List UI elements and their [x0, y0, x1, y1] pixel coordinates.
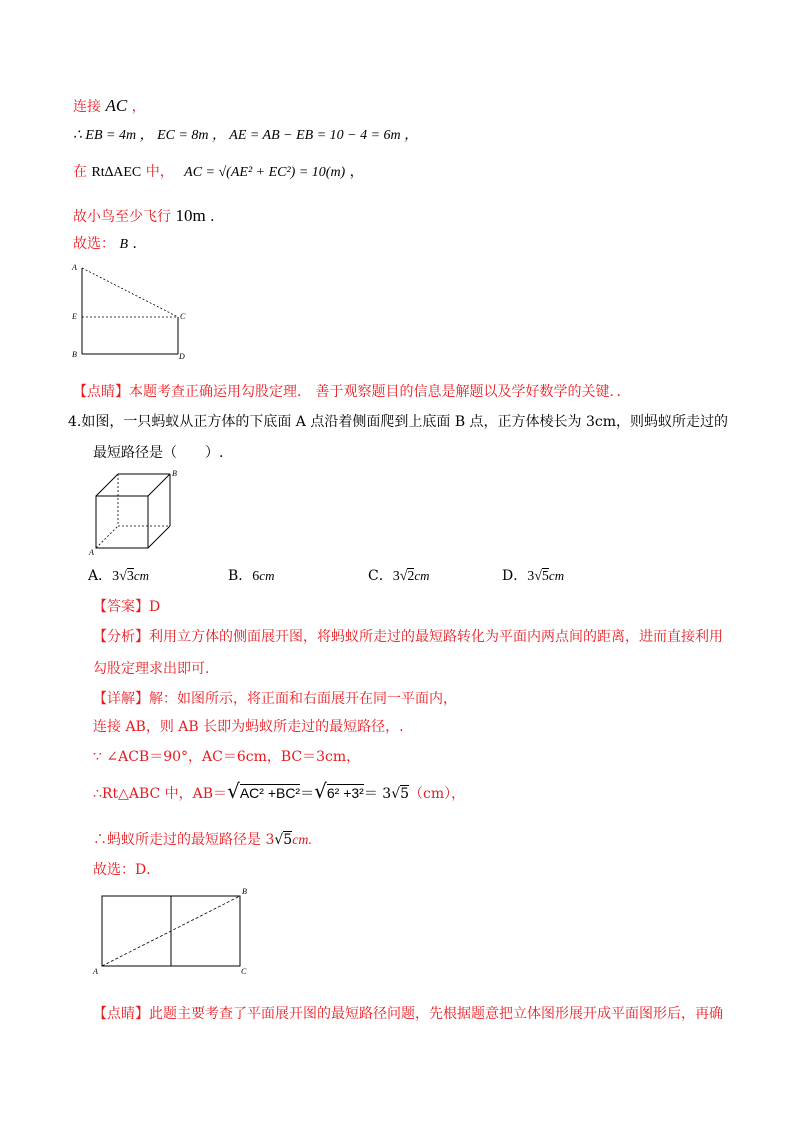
option-letter: A． — [88, 568, 113, 584]
figure-bird-diagram — [68, 262, 198, 362]
label-d: D — [179, 352, 185, 361]
question-4-line-1: 4.如图，一只蚂蚁从正方体的下底面 A 点沿着侧面爬到上底面 B 点，正方体棱长为 3cm，则蚂蚁所走过的 — [68, 414, 729, 430]
comment-2: 【点睛】此题主要考查了平面展开图的最短路径问题，先根据题意把立体图形展开成平面图形后，再确 — [93, 1006, 723, 1022]
label-b: B — [172, 469, 177, 478]
text-zhong: 中， — [145, 164, 174, 180]
sqrt-icon: √ — [119, 569, 127, 584]
label-c: C — [180, 312, 186, 321]
cube-edge — [96, 474, 118, 496]
figure-unfolded — [90, 886, 260, 978]
option-letter: C． — [368, 568, 393, 584]
option-coef: 6 — [252, 569, 260, 584]
cube-front-face — [96, 496, 148, 548]
label-b: B — [242, 887, 247, 896]
sqrt-icon: √ — [274, 832, 284, 848]
comment-1: 【点睛】本题考查正确运用勾股定理． 善于观察题目的信息是解题以及学好数学的关键．． — [73, 384, 631, 400]
equals-3: ＝ 3 — [363, 786, 392, 802]
punct: ， — [349, 164, 364, 180]
answer-options — [88, 566, 728, 588]
option-a[interactable] — [88, 566, 149, 587]
radicand-5: 5 — [283, 832, 293, 848]
option-unit: cm — [414, 568, 430, 583]
unit-cm: （cm）， — [409, 786, 466, 802]
label-a: A — [72, 263, 77, 272]
option-c[interactable] — [368, 566, 430, 587]
text-choose: 故选： — [73, 236, 115, 252]
text-rt-triangle: ∴Rt△ABC 中，AB＝ — [93, 786, 228, 802]
cube-edge — [148, 474, 170, 496]
text-bird: 故小鸟至少飞行 — [73, 209, 171, 225]
label-b: B — [72, 350, 77, 359]
detail-line-6: 故选：D． — [93, 862, 161, 878]
solution-line-3 — [73, 162, 364, 183]
text-shortest-path: ∴蚂蚁所走过的最短路径是 3 — [93, 832, 275, 848]
text-connect: 连接 — [73, 99, 101, 115]
detail-line-4 — [93, 781, 465, 804]
option-radicand: 2 — [407, 569, 415, 584]
option-unit: cm — [133, 568, 149, 583]
punct: ． — [210, 209, 225, 225]
punct: ， — [131, 99, 146, 115]
text-in: 在 — [73, 164, 87, 180]
detail-line-1: 【详解】解：如图所示，将正面和右面展开在同一平面内， — [93, 691, 457, 707]
cube-hidden-edge — [96, 526, 118, 548]
detail-line-3: ∵ ∠ACB＝90°，AC＝6cm，BC＝3cm， — [93, 749, 361, 765]
sqrt-icon: √ — [391, 786, 401, 802]
option-unit: cm — [259, 568, 275, 583]
detail-line-5 — [93, 830, 312, 851]
equation-eb-ec-ae: ∴ EB = 4m ， EC = 8m ， AE = AB − EB = 10 − 4 = 6m ， — [73, 128, 419, 143]
label-a: A — [89, 548, 94, 557]
pythagoras-formula: AC = √(AE² + EC²) = 10(m) — [184, 165, 346, 180]
option-letter: D． — [502, 568, 528, 584]
solution-line-1 — [73, 96, 146, 117]
option-radicand: 3 — [126, 569, 134, 584]
solution-line-4 — [73, 206, 224, 227]
triangle-name: Rt∆AEC — [91, 165, 142, 180]
radicand-5: 5 — [400, 786, 410, 802]
radicand-ac-bc: AC² +BC² — [239, 785, 301, 801]
analysis-line-2: 勾股定理求出即可. — [93, 661, 210, 677]
option-coef: 3 — [392, 569, 400, 584]
sqrt-icon: √ — [399, 569, 408, 584]
figure-cube — [88, 468, 188, 558]
solution-line-5 — [73, 234, 146, 255]
option-coef: 3 — [112, 569, 120, 584]
question-4-line-2: 最短路径是（ ）. — [93, 445, 224, 461]
math-10m: 10m — [175, 206, 206, 225]
label-a: A — [93, 967, 98, 976]
option-d[interactable] — [502, 566, 564, 587]
solution-line-2 — [73, 126, 418, 146]
math-ac: AC — [105, 96, 128, 115]
equals: ＝ — [300, 786, 315, 802]
dashed-ac — [82, 268, 178, 317]
unit-cm: cm. — [292, 833, 313, 848]
option-letter: B． — [228, 568, 253, 584]
option-radicand: 5 — [541, 569, 549, 584]
analysis-line-1: 【分析】利用立方体的侧面展开图，将蚂蚁所走过的最短路转化为平面内两点间的距离，进而直接利用 — [93, 629, 723, 645]
detail-line-2: 连接 AB，则 AB 长即为蚂蚁所走过的最短路径，. — [93, 719, 404, 735]
radicand-6-3: 6² +3² — [326, 785, 364, 801]
label-c: C — [241, 967, 247, 976]
sqrt-icon: √ — [314, 779, 327, 803]
math-b: B — [119, 237, 129, 252]
cube-edge — [148, 526, 170, 548]
option-unit: cm — [548, 568, 565, 583]
sqrt-icon: √ — [534, 569, 542, 584]
option-b[interactable] — [228, 566, 274, 587]
punct: ． — [132, 236, 147, 252]
answer-line: 【答案】D — [93, 599, 161, 615]
sqrt-icon: √ — [227, 779, 240, 803]
option-coef: 3 — [527, 569, 535, 584]
label-e: E — [72, 312, 77, 321]
